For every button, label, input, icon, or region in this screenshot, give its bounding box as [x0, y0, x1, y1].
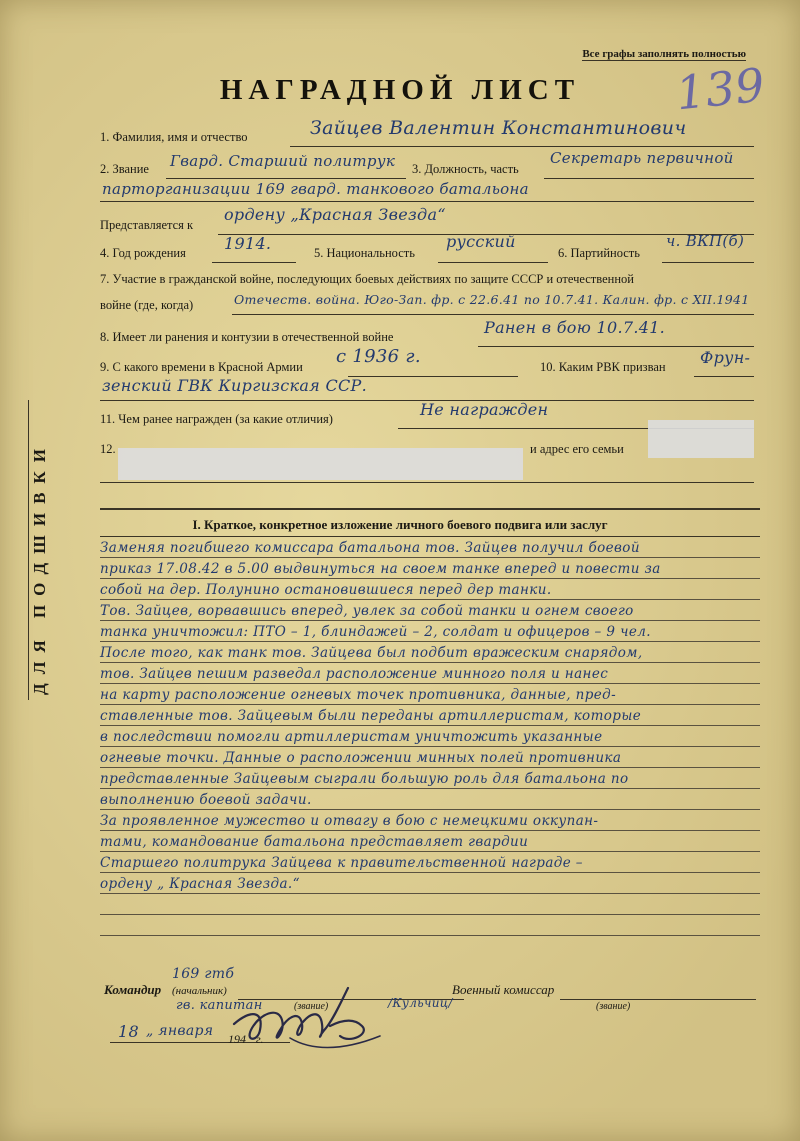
section-title: I. Краткое, конкретное изложение личного боевого подвига или заслуг	[192, 517, 608, 532]
field-11-label: 11. Чем ранее награжден (за какие отличия)	[100, 412, 333, 426]
field-5-line	[438, 262, 548, 263]
narrative-line: тами, командование батальона представляет гвардии	[100, 834, 529, 850]
ruled-line	[100, 620, 760, 621]
field-5-value: русский	[446, 232, 516, 251]
field-10-value-a: Фрун-	[700, 348, 751, 367]
narrative-line: выполнению боевой задачи.	[100, 792, 312, 808]
narrative-line: в последствии помогли артиллеристам уничтожить указанные	[100, 729, 603, 745]
ruled-line	[100, 662, 760, 663]
narrative-line: Старшего политрука Зайцева к правительственной награде –	[100, 855, 583, 871]
date-month: „ января	[146, 1023, 214, 1039]
field-6-label: 6. Партийность	[558, 246, 640, 260]
section-top-rule	[100, 508, 760, 510]
commander-surname: /Кульчиц/	[388, 996, 453, 1010]
ruled-line	[100, 809, 760, 810]
field-7-label-a: 7. Участие в гражданской войне, последующих боевых действиях по защите СССР и отечественной	[100, 272, 634, 286]
ruled-line	[100, 641, 760, 642]
field-3-value-b: парторганизации 169 гвард. танкового батальона	[102, 180, 529, 198]
ruled-line	[100, 935, 760, 936]
represent-label: Представляется к	[100, 218, 194, 232]
field-3-label: 3. Должность, часть	[412, 162, 519, 176]
field-1-value: Зайцев Валентин Константинович	[310, 117, 687, 139]
field-4-line	[212, 262, 296, 263]
field-8-value: Ранен в бою 10.7.41.	[484, 318, 666, 337]
ruled-line	[100, 893, 760, 894]
ruled-line	[100, 578, 760, 579]
ruled-line	[100, 767, 760, 768]
field-7-value: Отечеств. война. Юго-Зап. фр. с 22.6.41 по 10.7.41. Калин. фр. с XII.1941	[234, 292, 750, 307]
redaction-block-2	[648, 420, 754, 458]
field-4-value: 1914.	[224, 234, 272, 253]
field-10-line	[694, 376, 754, 377]
narrative-line: За проявленное мужество и отвагу в бою с немецкими оккупан-	[100, 813, 599, 829]
side-binding-label: ДЛЯ ПОДШИВКИ	[30, 440, 49, 695]
date-year: 194	[228, 1032, 246, 1046]
field-4-label: 4. Год рождения	[100, 246, 186, 260]
narrative-line: После того, как танк тов. Зайцева был подбит вражеским снарядом,	[100, 645, 643, 661]
narrative-line: на карту расположение огневых точек противника, данные, пред-	[100, 687, 617, 703]
commander-rank-label: (звание)	[294, 1001, 329, 1012]
commander-unit: 169 гтб	[172, 966, 235, 982]
narrative-line: представленные Зайцевым сыграли большую роль для батальона по	[100, 771, 629, 787]
section-bottom-rule	[100, 536, 760, 537]
page-title: НАГРАДНОЙ ЛИСТ	[219, 74, 581, 106]
redaction-block	[118, 448, 523, 480]
field-6-line	[662, 262, 754, 263]
field-8-line	[478, 346, 754, 347]
side-binding-line	[28, 400, 29, 700]
field-6-value: ч. ВКП(б)	[666, 232, 745, 250]
ruled-line	[100, 851, 760, 852]
narrative-line: ордену „ Красная Звезда.“	[100, 876, 300, 892]
commissar-label: Военный комиссар	[452, 982, 555, 997]
field-9-line	[348, 376, 518, 377]
ruled-line	[100, 704, 760, 705]
field-8-label: 8. Имеет ли ранения и контузии в отечественной войне	[100, 330, 394, 344]
field-7-line	[232, 314, 754, 315]
commissar-line	[560, 999, 756, 1000]
narrative-line: Заменяя погибшего комиссара батальона тов. Зайцев получил боевой	[100, 540, 640, 556]
field-10-value-b: зенский ГВК Киргизская ССР.	[102, 376, 367, 395]
narrative-line: ставленные тов. Зайцевым были переданы артиллеристам, которые	[100, 708, 642, 724]
field-2-value: Гвард. Старший политрук	[170, 152, 396, 170]
commissar-rank-label: (звание)	[596, 1001, 631, 1012]
commander-label: Командир	[104, 982, 162, 997]
commander-rank: гв. капитан	[176, 998, 263, 1013]
narrative-line: собой на дер. Полунино остановившиеся перед дер танки.	[100, 582, 552, 598]
ruled-line	[100, 830, 760, 831]
field-2-line	[166, 178, 406, 179]
field-5-label: 5. Национальность	[314, 246, 415, 260]
narrative-line: огневые точки. Данные о расположении минных полей противника	[100, 750, 622, 766]
field-3-line	[544, 178, 754, 179]
field-3-value-a: Секретарь первичной	[550, 149, 734, 167]
field-11-value: Не награжден	[420, 400, 549, 419]
narrative-line: танка уничтожил: ПТО – 1, блиндажей – 2, солдат и офицеров – 9 чел.	[100, 624, 651, 640]
ruled-line	[100, 872, 760, 873]
ruled-line	[100, 746, 760, 747]
commander-sub-label: (начальник)	[172, 985, 227, 997]
field-12-line-2	[100, 482, 754, 483]
archive-number: 139	[673, 57, 768, 121]
narrative-line: приказ 17.08.42 в 5.00 выдвинуться на своем танке вперед и повести за	[100, 561, 661, 577]
field-1-line	[290, 146, 754, 147]
ruled-line	[100, 557, 760, 558]
narrative-line: тов. Зайцев пешим разведал расположение минного поля и нанес	[100, 666, 609, 682]
ruled-line	[100, 599, 760, 600]
date-day: 18	[118, 1022, 139, 1041]
represent-value: ордену „Красная Звезда“	[224, 205, 446, 224]
date-suffix: г.	[256, 1032, 264, 1046]
narrative-line: Тов. Зайцев, ворвавшись вперед, увлек за собой танки и огнем своего	[100, 603, 634, 619]
field-2-label: 2. Звание	[100, 162, 149, 176]
field-3-line-2	[100, 201, 754, 202]
field-10-label: 10. Каким РВК призван	[540, 360, 666, 374]
header-note: Все графы заполнять полностью	[582, 48, 746, 60]
field-1-label: 1. Фамилия, имя и отчество	[100, 130, 248, 144]
ruled-line	[100, 788, 760, 789]
field-9-value: с 1936 г.	[336, 346, 421, 367]
field-7-label-b: войне (где, когда)	[100, 298, 194, 312]
field-9-label: 9. С какого времени в Красной Армии	[100, 360, 303, 374]
ruled-line	[100, 725, 760, 726]
ruled-line	[100, 683, 760, 684]
ruled-line	[100, 914, 760, 915]
field-12-label: 12.	[100, 442, 116, 456]
commander-signature	[230, 980, 410, 1060]
field-12-label-end: и адрес его семьи	[530, 442, 624, 456]
